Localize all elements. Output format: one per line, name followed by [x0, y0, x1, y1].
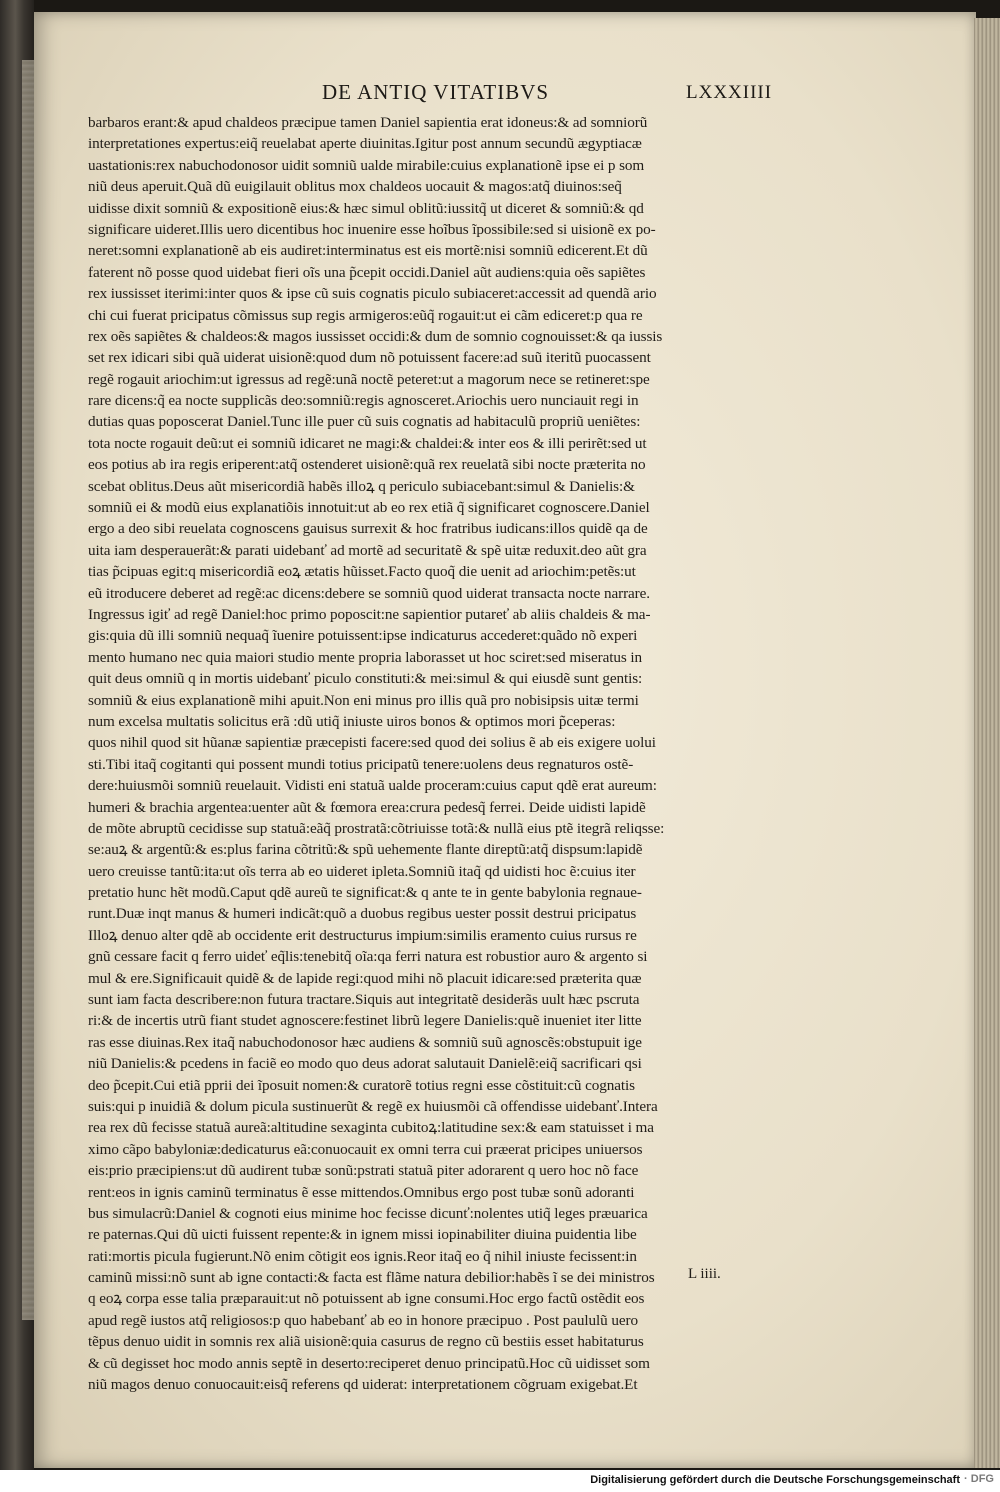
text-line: niũ deus aperuit.Quã dũ euigilauit oblitus mox chaldeos uocauit & magos:atq̃ diuinos:seq̃: [88, 178, 622, 196]
text-line: uita iam desperauerãt:& parati uidebanť ad mortẽ ad securitatẽ & spẽ uitæ reduxit.deo aũt gra: [88, 541, 647, 559]
text-line: bus simulacrũ:Daniel & cognoti eius minime hoc fecisse dicunť:nolentes utiq̃ leges præuarica: [88, 1204, 648, 1222]
text-line: somniũ & eius explanationẽ mihi apuit.Non eni minus pro illis quã pro nobisipsis uitæ termi: [88, 691, 639, 709]
footer-bar: [0, 1470, 1000, 1492]
text-line: num excelsa multatis solicitus erã :dũ utiq̃ iniuste uiros bonos & optimos mori p̃ceperas:: [88, 712, 616, 730]
text-line: uastationis:rex nabuchodonosor uidit somniũ ualde mirabile:cuius explanationẽ ipse ei p som: [88, 156, 645, 174]
folio-number: LXXXIIII: [686, 82, 773, 103]
text-line: quit deus omniũ q in mortis uidebanť piculo constituti:& mei:simul & qui eiusdẽ sunt gentis:: [88, 670, 643, 688]
text-line: ergo a deo sibi reuelata cognoscens gauisus surrexit & hoc fratribus iudicans:illos quidẽ qa de: [88, 520, 648, 538]
text-line: eis:prio præcipiens:ut dũ audirent tubæ sonũ:pstrati statuã piter adorarent q uero hoc nõ face: [88, 1162, 639, 1180]
text-line: rex iussisset iterimi:inter quos & ipse cũ suis cognatis piculo subiaceret:accessit ad quendã ario: [88, 285, 657, 303]
text-line: sunt iam facta describere:non futura tractare.Siquis aut integritatẽ desiderãs uult hæc pscruta: [88, 991, 640, 1009]
text-line: uidisse dixit somniũ & expositionẽ eius:& hæc simul oblitũ:iussitq̃ ut diceret & somniũ:& qd: [88, 199, 644, 217]
text-line: gis:quia dũ illi somniũ nequaq̃ ĩuenire potuissent:ipse indicaturus accederet:quãdo nõ experi: [88, 627, 638, 645]
text-line: q eoꝝ corpa esse talia præparauit:ut nõ potuissent ab igne consumi.Hoc ergo factũ ostẽdit eos: [88, 1290, 645, 1308]
text-line: & cũ degisset hoc modo annis septẽ in deserto:reciperet denuo principatũ.Hoc cũ uidisset som: [88, 1354, 650, 1372]
page-header: [86, 80, 773, 108]
running-title: DE ANTIQ VITATIBVS: [322, 80, 550, 104]
text-line: rex oẽs sapiẽtes & chaldeos:& magos iussisset occidi:& dum de somnio cognouisset:& qa iussis: [88, 327, 663, 345]
text-line: deo p̃cepit.Cui etiã pprii dei ĩposuit nomen:& curatorẽ totius regni esse cõstituit:cũ cognatis: [88, 1076, 635, 1094]
text-line: re paternas.Qui dũ uicti fuissent repente:& in ignem missi iopinabiliter diuina puidentia libe: [88, 1226, 637, 1244]
digitization-credit: Digitalisierung gefördert durch die Deutsche Forschungsgemeinschaft: [590, 1474, 960, 1486]
text-line: se:auꝝ & argentũ:& es:plus farina cõtritũ:& spũ uehemente flante direptũ:atq̃ dispsum:lapidẽ: [88, 841, 643, 859]
text-line: Illoꝝ denuo alter qdẽ ab occidente erit destructurus impium:similis eramento cuius rursus re: [88, 926, 637, 944]
text-line: dutias quas poposcerat Daniel.Tunc ille puer cũ suis cognatis ad habitaculũ propriũ ueniẽtes:: [88, 413, 641, 431]
text-line: chi cui fuerat pricipatus cõmissus sup regis armigeros:eũq̃ rogauit:ut ei cãm ediceret:p qua re: [88, 306, 643, 324]
text-line: dere:huiusmõi somniũ reuelauit. Vidisti eni statuã ualde proceram:cuius caput qdẽ erat aureum:: [88, 777, 657, 795]
text-line: sti.Tibi itaq̃ cogitanti qui possent mundi totius pricipatũ tenere:uolens deus regnaturos ostẽ-: [88, 755, 634, 773]
dfg-logo: · DFG: [964, 1473, 994, 1485]
text-line: niũ Danielis:& pcedens in faciẽ eo modo quo deus adorat salutauit Danielẽ:eiq̃ sacrificari qsi: [88, 1055, 642, 1073]
text-line: gnũ cessare facit q ferro uideť eq̃lis:tenebitq̃ oĩa:qa ferri natura est robustior auro & argento si: [88, 948, 648, 966]
text-line: Ingressus igiť ad regẽ Daniel:hoc primo poposcit:ne sapientior putareť ab aliis chaldeis & ma-: [88, 605, 651, 623]
text-line: tota nocte rogauit deũ:ut ei somniũ idicaret ne magi:& chaldei:& inter eos & illi perirẽt:sed ut: [88, 434, 647, 452]
signature-mark: L iiii.: [688, 1266, 721, 1282]
text-line: set rex idicari sibi quã uiderat uisionẽ:quod dum nõ potuissent facere:ad suũ iteritũ puocassent: [88, 349, 651, 367]
text-line: mul & ere.Significauit quidẽ & de lapide regi:quod mihi nõ placuit idicare:sed præterita quæ: [88, 969, 642, 987]
text-line: interpretationes expertus:eiq̃ reuelabat aperte diuinitas.Igitur post annum secundũ ægyptiacæ: [88, 135, 642, 153]
text-line: runt.Duæ inqt manus & humeri indicãt:quõ a duobus regibus uester possit destrui pricipatus: [88, 905, 637, 923]
text-line: tẽpus denuo uidit in somnis rex aliã uisionẽ:quia casurus de regno cũ bestiis esset habitaturus: [88, 1333, 644, 1351]
text-line: scebat oblitus.Deus aũt misericordiã habẽs illoꝝ q periculo subiacebant:simul & Danielis:&: [88, 477, 635, 495]
text-line: eũ itroducere deberet ad regẽ:ac dicens:debere se somniũ quod uiderat transacta nocte narrare.: [88, 584, 650, 602]
text-line: suis:qui p inuidiã & dolum picula sustinuerũt & regẽ ex huiusmõi cã offendisse uidebanť.Intera: [88, 1097, 658, 1115]
body-text: [88, 112, 770, 1395]
text-line: somniũ ei & modũ eius explanatiõis innotuit:ut ab eo rex etiã q̃ significaret cognoscere.Daniel: [88, 499, 650, 517]
text-line: mento humano nec quia maiori studio mente propria laborasset ut hoc sciret:sed miseratus in: [88, 648, 642, 666]
text-line: barbaros erant:& apud chaldeos præcipue tamen Daniel sapientia erat idoneus:& ad somniorũ: [88, 114, 648, 131]
text-line: faterent nõ posse quod uidebat fieri oĩs una p̃cepit occidi.Daniel aũt audiens:quia oẽs sapiẽtes: [88, 263, 646, 281]
text-line: uero creuisse tantũ:ita:ut oĩs terra ab eo uideret ipleta.Somniũ itaq̃ qd uidisti hoc ẽ:cuius iter: [88, 862, 636, 880]
text-line: rare dicens:q̃ ea nocte supplicãs deo:somniũ:regis agnosceret.Ariochis uero nunciauit regi in: [88, 392, 639, 410]
page-stack-edge: [974, 18, 1000, 1468]
text-line: niũ magos denuo conuocauit:eisq̃ referens qd uiderat: interpretationem cõgruam exigebat.Et: [88, 1376, 638, 1394]
text-line: apud regẽ iustos atq̃ religiosos:p quo habebanť ab eo in honore præcipuo . Post paululũ uero: [88, 1311, 638, 1329]
text-line: rati:mortis picula fugierunt.Nõ enim cõtigit eos ignis.Reor itaq̃ eo q̃ nihil iniuste fecissent:in: [88, 1247, 637, 1265]
text-line: ximo cãpo babyloniæ:dedicaturus eã:conuocauit ex omni terra cui præerat pricipes uniuersos: [88, 1140, 643, 1158]
text-line: significare uideret.Illis uero dicentibus hoc inuenire esse hoĩbus ĩpossibile:sed si uisionẽ ex po-: [88, 220, 656, 238]
text-line: tias p̃cipuas egit:q misericordiã eoꝝ ætatis hũisset.Facto quoq̃ die uenit ad ariochim:petẽs:ut: [88, 563, 636, 581]
text-line: regẽ rogauit ariochim:ut igressus ad regẽ:unã noctẽ peteret:ut a magorum nece se retineret:spe: [88, 370, 650, 388]
text-line: ri:& de incertis utrũ fiant studet agnoscere:festinet librũ legere Danielis:quẽ inueniet iter litte: [88, 1012, 642, 1030]
text-line: humeri & brachia argentea:uenter aũt & fœmora erea:crura pedesq̃ ferrei. Deide uidisti lapidẽ: [88, 798, 646, 816]
text-line: rea rex dũ fecisse statuã aureã:altitudine sexaginta cubitoꝝ:latitudine sex:& eam statuisset i ma: [88, 1119, 654, 1137]
text-line: caminũ missi:nõ sunt ab igne contacti:& facta est flãme natura debilior:habẽs ĩ se dei ministros: [88, 1269, 655, 1287]
text-line: quos nihil quod sit hũanæ sapientiæ præcepisti facere:sed quod dei solius ẽ ab eis exigere uolui: [88, 734, 656, 752]
text-line: ras esse diuinas.Rex itaq̃ nabuchodonosor hæc audiens & somniũ suũ agnoscẽs:obstupuit ige: [88, 1033, 642, 1051]
text-line: rent:eos in ignis caminũ terminatus ẽ esse mittendos.Omnibus ergo post tubæ sonũ adoranti: [88, 1183, 635, 1201]
text-line: neret:somni explanationẽ ab eis audiret:interminatus est eis mortẽ:nisi somniũ edicerent.Et dũ: [88, 242, 648, 260]
text-line: pretatio hunc hẽt modũ.Caput qdẽ aureũ te significat:& q ante te in gente babylonia regnaue-: [88, 884, 642, 902]
text-line: de mõte abruptũ cecidisse sup statuã:eãq̃ prostratã:cõtriuisse totã:& nullã eius ptẽ itegrã reliqsse:: [88, 819, 665, 837]
text-line: eos potius ab ira regis eriperent:atq̃ ostenderet uisionẽ:quã rex reuelatã sibi nocte præterita no: [88, 456, 646, 474]
